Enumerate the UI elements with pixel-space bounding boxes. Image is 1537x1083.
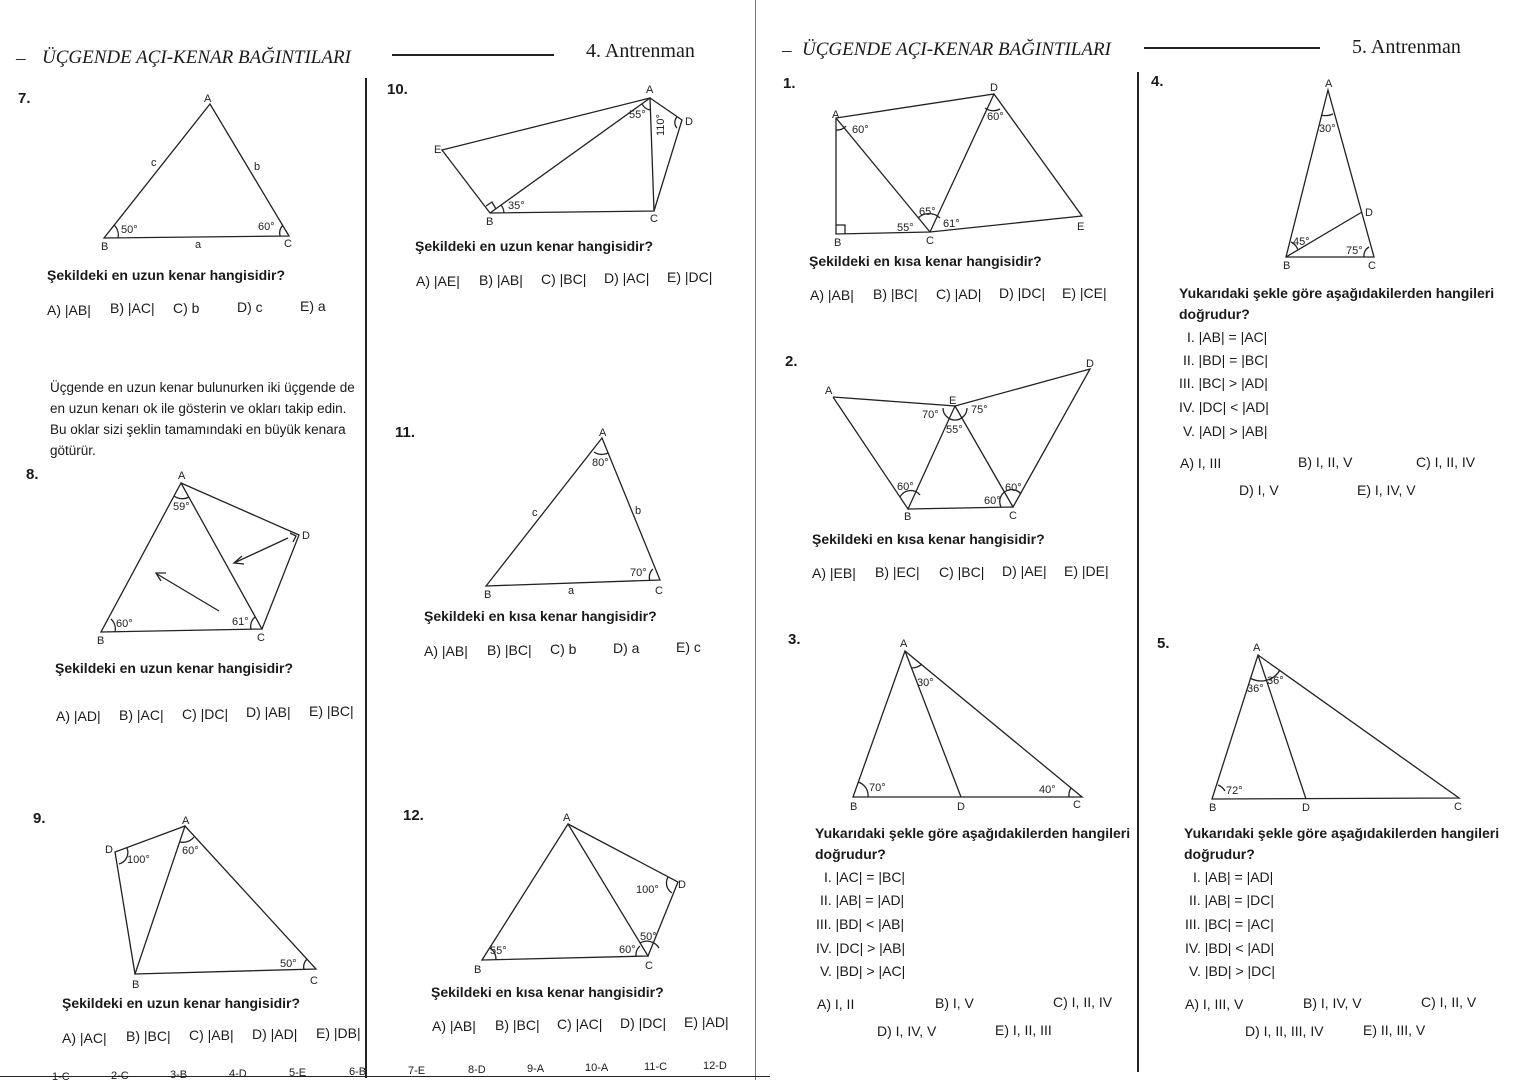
- q7-option-e[interactable]: E) a: [300, 298, 326, 314]
- q7-option-a[interactable]: A) |AB|: [47, 302, 91, 318]
- r-q2-label-B: B: [904, 511, 912, 523]
- q7-angle-C: 60°: [258, 221, 275, 233]
- r-q4-arc-C: [1364, 247, 1369, 257]
- r-q1-right-angle-B: [836, 225, 845, 234]
- r-q3-label-B: B: [850, 801, 858, 813]
- q7-number: 7.: [18, 90, 31, 107]
- r-q5-statement: II. |AB| = |DC|: [1189, 892, 1274, 908]
- r-q1-option-a[interactable]: A) |AB|: [810, 287, 854, 303]
- q11-triangle: [486, 438, 660, 586]
- r-q5-statement: V. |BD| > |DC|: [1189, 963, 1276, 979]
- r-q2-label-E: E: [949, 395, 957, 407]
- r-q4-angle-B: 45°: [1293, 236, 1310, 248]
- right-header-title: ÜÇGENDE AÇI-KENAR BAĞINTILARI: [802, 39, 1111, 60]
- q8-label-C: C: [257, 632, 265, 644]
- r-q2-angle-E1: 70°: [922, 409, 939, 421]
- q10-option-e[interactable]: E) |DC|: [667, 269, 713, 285]
- r-q1-label-E: E: [1077, 221, 1085, 233]
- q10-figure: [380, 80, 710, 230]
- answer-key-item: 5-E: [289, 1067, 307, 1079]
- q9-option-a[interactable]: A) |AC|: [62, 1030, 107, 1046]
- q9-angle-C: 50°: [280, 958, 297, 970]
- r-q1-option-c[interactable]: C) |AD|: [936, 286, 982, 302]
- r-q3-arc-A: [911, 664, 922, 668]
- q9-option-c[interactable]: C) |AB|: [189, 1027, 234, 1043]
- tip-note: Üçgende en uzun kenar bulunurken iki üçgende de en uzun kenarı ok ile gösterin ve okları takip edin. Bu oklar sizi şeklin tamamındaki en büyük kenara götürür.: [50, 380, 355, 458]
- left-header-number: 4. Antrenman: [586, 40, 695, 62]
- q7-option-c[interactable]: C) b: [173, 300, 200, 316]
- q12-angle-C1: 50°: [640, 931, 657, 943]
- q11-label-B: B: [484, 589, 492, 601]
- r-q4-statement: III. |BC| > |AD|: [1179, 375, 1268, 391]
- r-q5-statement: IV. |BD| < |AD|: [1185, 940, 1275, 956]
- r-q3-statement: I. |AC| = |BC|: [824, 869, 906, 885]
- q12-arc-C2: [636, 946, 640, 956]
- q12-option-b[interactable]: B) |BC|: [495, 1017, 540, 1033]
- q12-angle-C2: 60°: [619, 944, 636, 956]
- q8-triangle-ADC: [181, 483, 299, 629]
- r-q2-angle-E2: 75°: [971, 404, 988, 416]
- r-q1-label-D: D: [990, 82, 998, 94]
- r-q2-label-C: C: [1009, 510, 1017, 522]
- r-q2-question: Şekildeki en kısa kenar hangisidir?: [812, 531, 1045, 547]
- r-q3-option-a[interactable]: A) I, II: [817, 996, 855, 1012]
- q12-triangle-ADC: [568, 824, 678, 956]
- q11-option-d[interactable]: D) a: [613, 640, 640, 656]
- r-q3-label-C: C: [1073, 799, 1081, 811]
- r-q3-label-A: A: [900, 638, 908, 650]
- r-q3-number: 3.: [788, 631, 801, 648]
- r-q4-label-A: A: [1325, 78, 1333, 90]
- q8-label-B: B: [97, 635, 105, 647]
- r-q5-number: 5.: [1157, 635, 1170, 652]
- r-q1-number: 1.: [783, 75, 796, 92]
- right-header-dash: –: [782, 40, 792, 61]
- q12-angle-D: 100°: [636, 884, 659, 896]
- r-q1-option-b[interactable]: B) |BC|: [873, 286, 918, 302]
- q10-option-b[interactable]: B) |AB|: [479, 272, 523, 288]
- q7-question: Şekildeki en uzun kenar hangisidir?: [47, 267, 286, 283]
- r-q1-segment-DC: [930, 94, 994, 232]
- r-q5-question-line2: doğrudur?: [1184, 846, 1255, 862]
- q8-arrow-2: [234, 538, 288, 563]
- r-q5-option-b[interactable]: B) I, IV, V: [1303, 995, 1362, 1011]
- q8-number: 8.: [26, 466, 39, 483]
- q7-figure: [0, 88, 320, 258]
- right-header-number: 5. Antrenman: [1352, 36, 1461, 58]
- q11-option-c[interactable]: C) b: [550, 641, 577, 657]
- q7-option-b[interactable]: B) |AC|: [110, 300, 155, 316]
- r-q1-option-e[interactable]: E) |CE|: [1062, 285, 1107, 301]
- r-q4-question-line2: doğrudur?: [1179, 306, 1250, 322]
- column-divider-right: [1137, 72, 1139, 1072]
- r-q2-angle-C2: 60°: [984, 495, 1001, 507]
- q12-label-A: A: [563, 812, 571, 824]
- r-q1-segment-AC: [836, 118, 930, 232]
- q8-figure: [0, 470, 330, 650]
- answer-key-item: 11-C: [644, 1061, 668, 1073]
- answer-key-item: 10-A: [585, 1062, 609, 1074]
- q9-option-e[interactable]: E) |DB|: [316, 1025, 361, 1041]
- q8-arc-B: [111, 619, 115, 632]
- q9-option-d[interactable]: D) |AD|: [252, 1026, 298, 1042]
- q7-label-c: c: [151, 157, 157, 169]
- q10-diagonal-AB: [490, 98, 650, 213]
- q7-arc-B: [114, 225, 118, 238]
- q8-option-a[interactable]: A) |AD|: [56, 708, 101, 724]
- r-q4-number: 4.: [1151, 73, 1164, 90]
- q9-label-B: B: [132, 979, 140, 991]
- q11-option-b[interactable]: B) |BC|: [487, 642, 532, 658]
- r-q1-question: Şekildeki en kısa kenar hangisidir?: [809, 253, 1042, 269]
- r-q4-statement: IV. |DC| < |AD|: [1179, 399, 1269, 415]
- q8-option-e[interactable]: E) |BC|: [309, 703, 354, 719]
- r-q3-option-e[interactable]: E) I, II, III: [995, 1022, 1052, 1038]
- r-q3-statement: II. |AB| = |AD|: [820, 892, 905, 908]
- q9-figure: [0, 812, 330, 991]
- q7-arc-C: [280, 225, 283, 236]
- r-q1-figure: [800, 78, 1100, 248]
- r-q2-triangle-ECD: [955, 369, 1090, 507]
- q7-label-b: b: [254, 161, 261, 173]
- r-q4-figure: [1270, 76, 1470, 276]
- r-q4-option-d[interactable]: D) I, V: [1239, 482, 1279, 498]
- q12-number: 12.: [403, 807, 424, 824]
- r-q3-angle-A: 30°: [917, 677, 934, 689]
- r-q4-question-line1: Yukarıdaki şekle göre aşağıdakilerden hangileri: [1179, 285, 1495, 301]
- q10-label-A: A: [646, 84, 654, 96]
- r-q5-label-B: B: [1209, 802, 1217, 814]
- q10-option-d[interactable]: D) |AC|: [604, 270, 650, 286]
- r-q4-statement: I. |AB| = |AC|: [1187, 329, 1268, 345]
- q9-arc-C: [304, 959, 307, 970]
- q7-angle-B: 50°: [121, 224, 138, 236]
- q11-label-C: C: [655, 585, 663, 597]
- r-q4-option-b[interactable]: B) I, II, V: [1298, 454, 1353, 470]
- q8-angle-C: 61°: [232, 616, 249, 628]
- q10-label-B: B: [486, 216, 494, 228]
- q11-label-b: b: [635, 505, 642, 517]
- q8-option-c[interactable]: C) |DC|: [182, 706, 229, 722]
- r-q5-angle-A2: 36°: [1267, 675, 1284, 687]
- r-q1-angle-C2: 55°: [897, 222, 914, 234]
- q7-label-B: B: [101, 241, 109, 253]
- q12-triangle-ABC: [482, 824, 648, 960]
- q8-question: Şekildeki en uzun kenar hangisidir?: [55, 660, 294, 676]
- answer-key-item: 6-B: [349, 1066, 367, 1078]
- q11-option-e[interactable]: E) c: [676, 639, 701, 655]
- q10-label-E: E: [434, 144, 442, 156]
- q11-number: 11.: [395, 424, 416, 441]
- r-q3-label-D: D: [957, 801, 965, 813]
- r-q5-option-e[interactable]: E) II, III, V: [1363, 1022, 1426, 1038]
- q11-label-c: c: [532, 507, 538, 519]
- r-q5-label-C: C: [1454, 801, 1462, 813]
- q9-triangle-ADB: [115, 826, 185, 974]
- q11-angle-A: 80°: [592, 457, 609, 469]
- q7-option-d[interactable]: D) c: [237, 299, 263, 315]
- r-q4-option-a[interactable]: A) I, III: [1180, 455, 1222, 471]
- r-q4-statement: V. |AD| > |AB|: [1183, 423, 1268, 439]
- r-q3-question-line1: Yukarıdaki şekle göre aşağıdakilerden hangileri: [815, 825, 1131, 841]
- r-q4-option-c[interactable]: C) I, II, IV: [1416, 454, 1476, 470]
- r-q4-arc-A: [1321, 114, 1333, 116]
- answer-key-item: 1-C: [52, 1071, 70, 1083]
- right-header-rule: [1144, 47, 1320, 49]
- q8-option-b[interactable]: B) |AC|: [119, 707, 164, 723]
- r-q2-option-a[interactable]: A) |EB|: [812, 565, 856, 581]
- r-q5-arc-B: [1218, 785, 1225, 791]
- r-q2-option-c[interactable]: C) |BC|: [939, 564, 985, 580]
- r-q1-angle-A: 60°: [852, 124, 869, 136]
- q10-right-angle-B: [486, 202, 496, 209]
- page-gutter: [755, 0, 756, 1080]
- q9-angle-A: 60°: [182, 845, 199, 857]
- r-q2-arc-E: [943, 408, 967, 420]
- q8-arc-A: [174, 496, 189, 499]
- q8-arc-C: [251, 617, 255, 629]
- r-q5-triangle: [1212, 655, 1459, 799]
- answer-key-item: 2-C: [111, 1070, 129, 1082]
- q8-label-D: D: [302, 530, 310, 542]
- q10-label-C: C: [650, 213, 658, 225]
- r-q4-option-e[interactable]: E) I, IV, V: [1357, 482, 1416, 498]
- q12-option-a[interactable]: A) |AB|: [432, 1018, 476, 1034]
- r-q5-option-a[interactable]: A) I, III, V: [1185, 996, 1244, 1012]
- q8-option-d[interactable]: D) |AB|: [246, 704, 291, 720]
- q12-option-e[interactable]: E) |AD|: [684, 1014, 729, 1030]
- r-q3-statement: IV. |DC| > |AB|: [816, 940, 906, 956]
- r-q5-angle-A1: 36°: [1247, 683, 1264, 695]
- r-q3-segment-AD: [905, 651, 961, 797]
- q10-angle-AC: 110°: [655, 114, 667, 136]
- r-q4-statement: II. |BD| = |BC|: [1183, 352, 1268, 368]
- r-q5-figure: [1200, 638, 1480, 818]
- q9-angle-D: 100°: [127, 854, 150, 866]
- r-q4-label-D: D: [1365, 207, 1373, 219]
- r-q1-label-C: C: [926, 235, 934, 247]
- q11-label-A: A: [599, 427, 607, 439]
- q11-angle-C: 70°: [630, 567, 647, 579]
- q11-figure: [400, 426, 700, 601]
- r-q5-option-d[interactable]: D) I, II, III, IV: [1245, 1023, 1324, 1039]
- q10-arc-D: [675, 117, 677, 128]
- q12-label-B: B: [474, 964, 482, 976]
- r-q3-option-b[interactable]: B) I, V: [935, 995, 974, 1011]
- q12-angle-B: 55°: [490, 945, 507, 957]
- r-q2-segment-BC: [908, 507, 1013, 509]
- r-q3-option-d[interactable]: D) I, IV, V: [877, 1023, 937, 1039]
- q12-option-c[interactable]: C) |AC|: [557, 1016, 603, 1032]
- q9-label-A: A: [182, 815, 190, 827]
- r-q5-question-line1: Yukarıdaki şekle göre aşağıdakilerden hangileri: [1184, 825, 1500, 841]
- left-header-title: ÜÇGENDE AÇI-KENAR BAĞINTILARI: [42, 47, 351, 68]
- r-q2-figure: [800, 356, 1100, 526]
- q10-label-D: D: [685, 116, 693, 128]
- q11-arc-C: [649, 569, 653, 581]
- q10-option-a[interactable]: A) |AE|: [416, 273, 460, 289]
- r-q2-label-D: D: [1086, 358, 1094, 370]
- r-q4-angle-C: 75°: [1346, 245, 1363, 257]
- r-q2-option-b[interactable]: B) |EC|: [875, 564, 920, 580]
- answer-key-item: 3-B: [170, 1069, 188, 1081]
- q9-number: 9.: [33, 810, 46, 827]
- r-q3-triangle: [853, 651, 1082, 797]
- q11-label-a: a: [568, 585, 575, 597]
- r-q4-label-C: C: [1368, 260, 1376, 272]
- q12-label-C: C: [645, 960, 653, 972]
- q8-arrow-2-mark: [290, 533, 296, 542]
- r-q3-angle-B: 70°: [869, 782, 886, 794]
- r-q1-arc-A: [836, 126, 846, 130]
- answer-key-item: 12-D: [703, 1060, 727, 1072]
- q9-option-b[interactable]: B) |BC|: [126, 1028, 171, 1044]
- r-q3-figure: [800, 636, 1100, 816]
- q7-label-C: C: [284, 238, 292, 250]
- answer-key-item: 4-D: [229, 1068, 247, 1080]
- q10-option-c[interactable]: C) |BC|: [541, 271, 587, 287]
- q10-angle-B: 35°: [508, 200, 525, 212]
- r-q3-arc-C: [1069, 788, 1071, 797]
- r-q4-label-B: B: [1283, 260, 1291, 272]
- r-q3-angle-C: 40°: [1039, 784, 1056, 796]
- r-q3-statement: III. |BD| < |AB|: [816, 916, 905, 932]
- left-header-dash: –: [16, 48, 26, 69]
- r-q5-option-c[interactable]: C) I, II, V: [1421, 994, 1477, 1010]
- r-q3-option-c[interactable]: C) I, II, IV: [1053, 994, 1113, 1010]
- r-q2-angle-E3: 55°: [946, 424, 963, 436]
- q11-arc-A: [594, 452, 608, 454]
- q10-arc-B: [501, 205, 504, 213]
- r-q3-question-line2: doğrudur?: [815, 846, 886, 862]
- r-q1-label-B: B: [834, 237, 842, 249]
- q8-label-A: A: [178, 470, 186, 482]
- q10-quad-EBCA: [442, 98, 654, 213]
- answer-key-item: 8-D: [468, 1064, 486, 1076]
- q12-option-d[interactable]: D) |DC|: [620, 1015, 667, 1031]
- q8-angle-B: 60°: [116, 618, 133, 630]
- r-q5-statement: I. |AB| = |AD|: [1193, 869, 1274, 885]
- r-q2-option-e[interactable]: E) |DE|: [1064, 563, 1109, 579]
- q9-arc-A: [180, 837, 194, 842]
- q9-label-C: C: [310, 975, 318, 987]
- r-q2-angle-C1: 60°: [1005, 482, 1022, 494]
- r-q5-angle-B: 72°: [1226, 785, 1243, 797]
- r-q1-label-A: A: [832, 109, 840, 121]
- r-q2-label-A: A: [825, 385, 833, 397]
- r-q1-option-d[interactable]: D) |DC|: [999, 285, 1046, 301]
- q8-arrow-1: [157, 574, 219, 611]
- q9-triangle-ABC: [135, 826, 316, 974]
- r-q3-statement: V. |BD| > |AC|: [820, 963, 906, 979]
- r-q4-angle-A: 30°: [1319, 123, 1336, 135]
- r-q3-arc-B: [858, 782, 868, 797]
- r-q1-angle-C1: 65°: [919, 206, 936, 218]
- r-q5-label-D: D: [1302, 802, 1310, 814]
- q12-question: Şekildeki en kısa kenar hangisidir?: [431, 984, 664, 1000]
- q10-number: 10.: [387, 81, 408, 98]
- r-q1-angle-D: 60°: [987, 111, 1004, 123]
- q12-figure: [400, 810, 700, 980]
- q9-label-D: D: [105, 844, 113, 856]
- q11-question: Şekildeki en kısa kenar hangisidir?: [424, 608, 657, 624]
- q12-arc-D: [666, 877, 672, 893]
- r-q2-option-d[interactable]: D) |AE|: [1002, 563, 1047, 579]
- r-q5-statement: III. |BC| = |AC|: [1185, 916, 1274, 932]
- q7-triangle: [104, 104, 289, 238]
- q7-label-A: A: [204, 93, 212, 105]
- q9-question: Şekildeki en uzun kenar hangisidir?: [62, 995, 301, 1011]
- q8-angle-A: 59°: [173, 501, 190, 513]
- r-q1-angle-C3: 61°: [943, 218, 960, 230]
- q11-option-a[interactable]: A) |AB|: [424, 643, 468, 659]
- answer-key-item: 7-E: [408, 1065, 426, 1077]
- left-header-rule: [392, 54, 554, 56]
- answer-key-item: 9-A: [527, 1063, 545, 1075]
- q12-label-D: D: [678, 879, 686, 891]
- r-q2-number: 2.: [785, 353, 798, 370]
- r-q1-outline: [836, 94, 1085, 234]
- q7-label-a: a: [195, 239, 202, 251]
- q10-angle-A: 55°: [629, 109, 646, 121]
- q10-question: Şekildeki en uzun kenar hangisidir?: [415, 238, 654, 254]
- column-divider-left: [365, 78, 367, 1078]
- r-q5-label-A: A: [1253, 642, 1261, 654]
- r-q2-angle-B: 60°: [897, 481, 914, 493]
